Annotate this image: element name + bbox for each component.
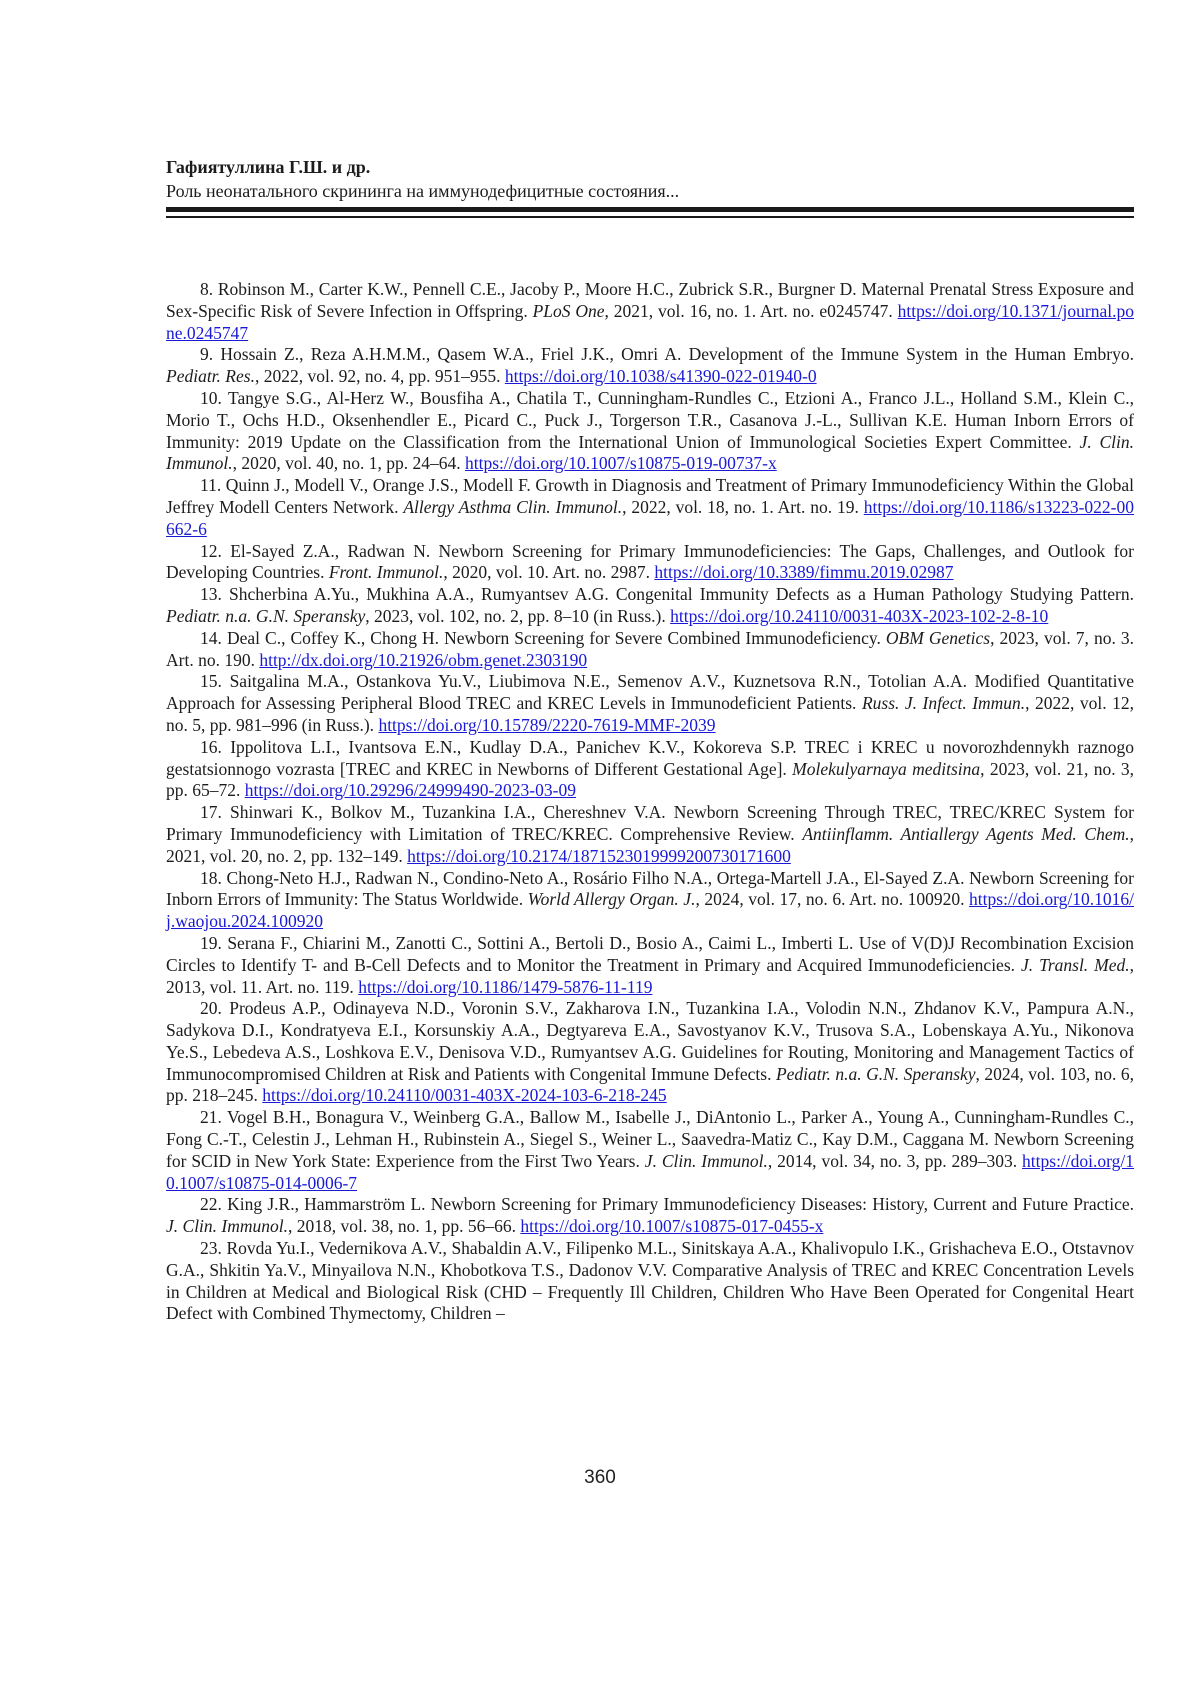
- reference-number: 9.: [200, 344, 214, 365]
- reference-journal: World Allergy Organ. J.: [527, 889, 696, 910]
- reference-number: 19.: [200, 932, 222, 953]
- reference-number: 12.: [200, 540, 222, 561]
- reference-item: [166, 933, 1134, 998]
- reference-details: , 2023, vol. 102, no. 2, pp. 8–10 (in Russ.).: [365, 605, 666, 626]
- reference-journal: Pediatr. Res.: [166, 366, 255, 387]
- reference-details: , 2021, vol. 20, no. 2, pp. 132–149.: [166, 823, 1135, 866]
- reference-item: [166, 1238, 1134, 1325]
- reference-authors-title: Prodeus A.P., Odinayeva N.D., Voronin S.V., Zakharova I.N., Tuzankina I.A., Volodin N.N., Zhdanov K.V., Pampura A.N., Sadykova D.I., Kondratyeva E.I., Korsunskiy A.A., Degtyareva E.A., Savostyanov K.V., Trusova S.A., Lobenskaya A.Yu., Nikonova Ye.S., Lebedeva A.S., Loshkova E.V., Denisova V.D., Rumyantsev A.G. Guidelines for Routing, Monitoring and Management Tactics of Immunocompromised Children at Risk and Patients with Congenital Immune Defects.: [166, 998, 1134, 1084]
- reference-journal: J. Clin. Immunol.: [166, 431, 1135, 474]
- reference-item: [166, 344, 1134, 388]
- reference-doi-link[interactable]: https://doi.org/10.1038/s41390-022-01940-0: [504, 366, 817, 387]
- reference-details: , 2024, vol. 17, no. 6. Art. no. 100920.: [695, 889, 965, 910]
- reference-details: , 2020, vol. 10. Art. no. 2987.: [443, 562, 650, 583]
- reference-journal: Antiinflamm. Antiallergy Agents Med. Chem.: [802, 823, 1130, 844]
- reference-doi-link[interactable]: https://doi.org/10.15789/2220-7619-MMF-2039: [378, 714, 716, 735]
- reference-item: [166, 868, 1134, 933]
- reference-doi-link[interactable]: https://doi.org/10.1007/s10875-017-0455-x: [520, 1216, 824, 1237]
- reference-authors-title: Tangye S.G., Al-Herz W., Bousfiha A., Chatila T., Cunningham-Rundles C., Etzioni A., Franco J.L., Holland S.M., Klein C., Morio T., Ochs H.D., Oksenhendler E., Picard C., Puck J., Torgerson T.R., Casanova J.-L., Sullivan K.E. Human Inborn Errors of Immunity: 2019 Update on the Classification from the International Union of Immunological Societies Expert Committee.: [166, 387, 1135, 452]
- reference-details: , 2022, vol. 12, no. 5, pp. 981–996 (in Russ.).: [166, 693, 1134, 735]
- reference-item: [166, 541, 1134, 585]
- reference-item: [166, 584, 1134, 628]
- reference-journal: Front. Immunol.: [328, 562, 444, 583]
- reference-journal: PLoS One: [532, 300, 605, 321]
- reference-item: [166, 279, 1134, 344]
- reference-details: , 2022, vol. 92, no. 4, pp. 951–955.: [254, 366, 501, 387]
- reference-number: 13.: [200, 584, 222, 605]
- reference-number: 17.: [200, 802, 222, 823]
- reference-authors-title: Shinwari K., Bolkov M., Tuzankina I.A., Chereshnev V.A. Newborn Screening Through TREC, TREC/KREC System for Primary Immunodeficiency with Limitation of TREC/KREC. Comprehensive Review.: [166, 802, 1134, 844]
- reference-details: , 2023, vol. 21, no. 3, pp. 65–72.: [166, 758, 1135, 801]
- reference-doi-link[interactable]: https://doi.org/10.1371/journal.pone.0245747: [166, 300, 1135, 343]
- reference-journal: J. Transl. Med.: [1020, 954, 1130, 975]
- reference-item: [166, 1194, 1134, 1238]
- reference-journal: J. Clin. Immunol.: [166, 1216, 289, 1237]
- page-number: 360: [584, 1467, 616, 1488]
- running-header: [166, 155, 1134, 203]
- reference-item: [166, 475, 1134, 540]
- reference-journal: Russ. J. Infect. Immun.: [861, 693, 1026, 714]
- reference-item: [166, 802, 1134, 867]
- reference-doi-link[interactable]: https://doi.org/10.2174/1871523019999200730171600: [407, 845, 791, 866]
- reference-journal: Pediatr. n.a. G.N. Speransky: [166, 605, 366, 626]
- header-rule-thin: [166, 216, 1134, 218]
- reference-number: 23.: [200, 1238, 222, 1259]
- reference-details: , 2024, vol. 103, no. 6, pp. 218–245.: [166, 1063, 1135, 1106]
- reference-number: 8.: [200, 279, 214, 299]
- reference-number: 14.: [200, 627, 222, 648]
- reference-authors-title: Vogel B.H., Bonagura V., Weinberg G.A., Ballow M., Isabelle J., DiAntonio L., Parker A., Young A., Cunningham-Rundles C., Fong C.-T., Celestin J., Lehman H., Rubinstein A., Siegel S., Weiner L., Saavedra-Matiz C., Kay D.M., Caggana M. Newborn Screening for SCID in New York State: Experience from the First Two Years.: [166, 1107, 1134, 1171]
- reference-journal: Allergy Asthma Clin. Immunol.: [403, 496, 623, 517]
- reference-number: 18.: [200, 867, 222, 888]
- reference-authors-title: Hossain Z., Reza A.H.M.M., Qasem W.A., Friel J.K., Omri A. Development of the Immune System in the Human Embryo.: [220, 344, 1135, 365]
- reference-item: [166, 388, 1134, 475]
- reference-journal: J. Clin. Immunol.: [644, 1150, 768, 1171]
- reference-number: 22.: [200, 1194, 222, 1215]
- reference-authors-title: Shcherbina A.Yu., Mukhina A.A., Rumyantsev A.G. Congenital Immunity Defects as a Human Pathology Studying Pattern.: [229, 584, 1134, 605]
- reference-details: , 2018, vol. 38, no. 1, pp. 56–66.: [288, 1216, 517, 1237]
- reference-details: , 2023, vol. 7, no. 3. Art. no. 190.: [166, 627, 1134, 670]
- reference-number: 15.: [200, 671, 222, 692]
- reference-authors-title: El-Sayed Z.A., Radwan N. Newborn Screening for Primary Immunodeficiencies: The Gaps, Challenges, and Outlook for Developing Countries.: [166, 540, 1134, 583]
- reference-doi-link[interactable]: https://doi.org/10.29296/24999490-2023-03-09: [244, 780, 576, 801]
- reference-authors-title: Quinn J., Modell V., Orange J.S., Modell F. Growth in Diagnosis and Treatment of Primary Immunodeficiency Within the Global Jeffrey Modell Centers Network.: [166, 475, 1134, 517]
- reference-item: [166, 737, 1134, 802]
- reference-doi-link[interactable]: https://doi.org/10.1016/j.waojou.2024.100920: [166, 889, 1135, 932]
- reference-doi-link[interactable]: https://doi.org/10.1007/s10875-014-0006-7: [166, 1150, 1135, 1193]
- reference-details: , 2013, vol. 11. Art. no. 119.: [166, 954, 1134, 997]
- reference-authors-title: Ippolitova L.I., Ivantsova E.N., Kudlay D.A., Panichev K.V., Kokoreva S.P. TREC i KREC u novorozhdennykh raznogo gestatsionnogo vozrasta [TREC and KREC in Newborns of Different Gestational Age].: [166, 736, 1135, 779]
- reference-authors-title: King J.R., Hammarström L. Newborn Screening for Primary Immunodeficiency Diseases: History, Current and Future Practice.: [227, 1194, 1135, 1215]
- reference-journal: Pediatr. n.a. G.N. Speransky: [775, 1063, 976, 1084]
- reference-item: [166, 628, 1134, 672]
- header-rule-thick: [166, 207, 1134, 212]
- reference-item: [166, 1107, 1134, 1194]
- reference-details: , 2020, vol. 40, no. 1, pp. 24–64.: [232, 453, 461, 474]
- reference-number: 21.: [200, 1107, 222, 1128]
- reference-doi-link[interactable]: https://doi.org/10.1186/s13223-022-00662-6: [166, 496, 1135, 539]
- reference-authors-title: Rovda Yu.I., Vedernikova A.V., Shabaldin A.V., Filipenko M.L., Sinitskaya A.A., Khalivopulo I.K., Grishacheva E.O., Otstavnov G.A., Shkitin Ya.V., Minyailova N.N., Khobotkova T.S., Dadonov V.V. Comparative Analysis of TREC and KREC Concentration Levels in Children at Medical and Biological Risk (CHD – Frequently Ill Children, Children Who Have Been Operated for Congenital Heart Defect with Combined Thymectomy, Children –: [166, 1238, 1134, 1324]
- reference-doi-link[interactable]: http://dx.doi.org/10.21926/obm.genet.2303190: [259, 649, 588, 670]
- reference-number: 10.: [200, 387, 222, 408]
- reference-authors-title: Serana F., Chiarini M., Zanotti C., Sottini A., Bertoli D., Bosio A., Caimi L., Imberti L. Use of V(D)J Recombination Excision Circles to Identify T- and B-Cell Defects and to Monitor the Treatment in Primary and Acquired Immunodeficiencies.: [166, 932, 1135, 975]
- reference-details: , 2022, vol. 18, no. 1. Art. no. 19.: [622, 496, 859, 517]
- reference-doi-link[interactable]: https://doi.org/10.3389/fimmu.2019.02987: [654, 562, 954, 583]
- reference-item: [166, 671, 1134, 736]
- reference-doi-link[interactable]: https://doi.org/10.24110/0031-403X-2023-102-2-8-10: [670, 605, 1049, 626]
- reference-doi-link[interactable]: https://doi.org/10.1186/1479-5876-11-119: [358, 976, 653, 997]
- header-authors: Гафиятуллина Г.Ш. и др.: [166, 157, 371, 177]
- reference-doi-link[interactable]: https://doi.org/10.1007/s10875-019-00737-x: [464, 453, 777, 474]
- reference-journal: Molekulyarnaya meditsina: [792, 758, 981, 779]
- reference-doi-link[interactable]: https://doi.org/10.24110/0031-403X-2024-103-6-218-245: [262, 1085, 667, 1106]
- reference-number: 11.: [200, 475, 222, 496]
- reference-list: [166, 279, 1134, 1325]
- reference-number: 16.: [200, 736, 222, 757]
- reference-authors-title: Chong-Neto H.J., Radwan N., Condino-Neto A., Rosário Filho N.A., Ortega-Martell J.A., El-Sayed Z.A. Newborn Screening for Inborn Errors of Immunity: The Status Worldwide.: [166, 867, 1135, 910]
- reference-authors-title: Deal C., Coffey K., Chong H. Newborn Screening for Severe Combined Immunodeficiency.: [226, 627, 881, 648]
- reference-authors-title: Robinson M., Carter K.W., Pennell C.E., Jacoby P., Moore H.C., Zubrick S.R., Burgner D. Maternal Prenatal Stress Exposure and Sex-Specific Risk of Severe Infection in Offspring.: [166, 279, 1134, 321]
- reference-details: , 2014, vol. 34, no. 3, pp. 289–303.: [767, 1150, 1018, 1171]
- reference-number: 20.: [200, 998, 222, 1019]
- header-running-title: Роль неонатального скрининга на иммунодефицитные состояния...: [166, 181, 680, 201]
- reference-journal: OBM Genetics: [885, 627, 991, 648]
- reference-details: , 2021, vol. 16, no. 1. Art. no. e0245747.: [604, 300, 893, 321]
- reference-item: [166, 998, 1134, 1107]
- reference-authors-title: Saitgalina M.A., Ostankova Yu.V., Liubimova N.E., Semenov A.V., Kuznetsova R.N., Totolian A.A. Modified Quantitative Approach for Assessing Peripheral Blood TREC and KREC Levels in Immunodeficient Patients.: [166, 671, 1134, 714]
